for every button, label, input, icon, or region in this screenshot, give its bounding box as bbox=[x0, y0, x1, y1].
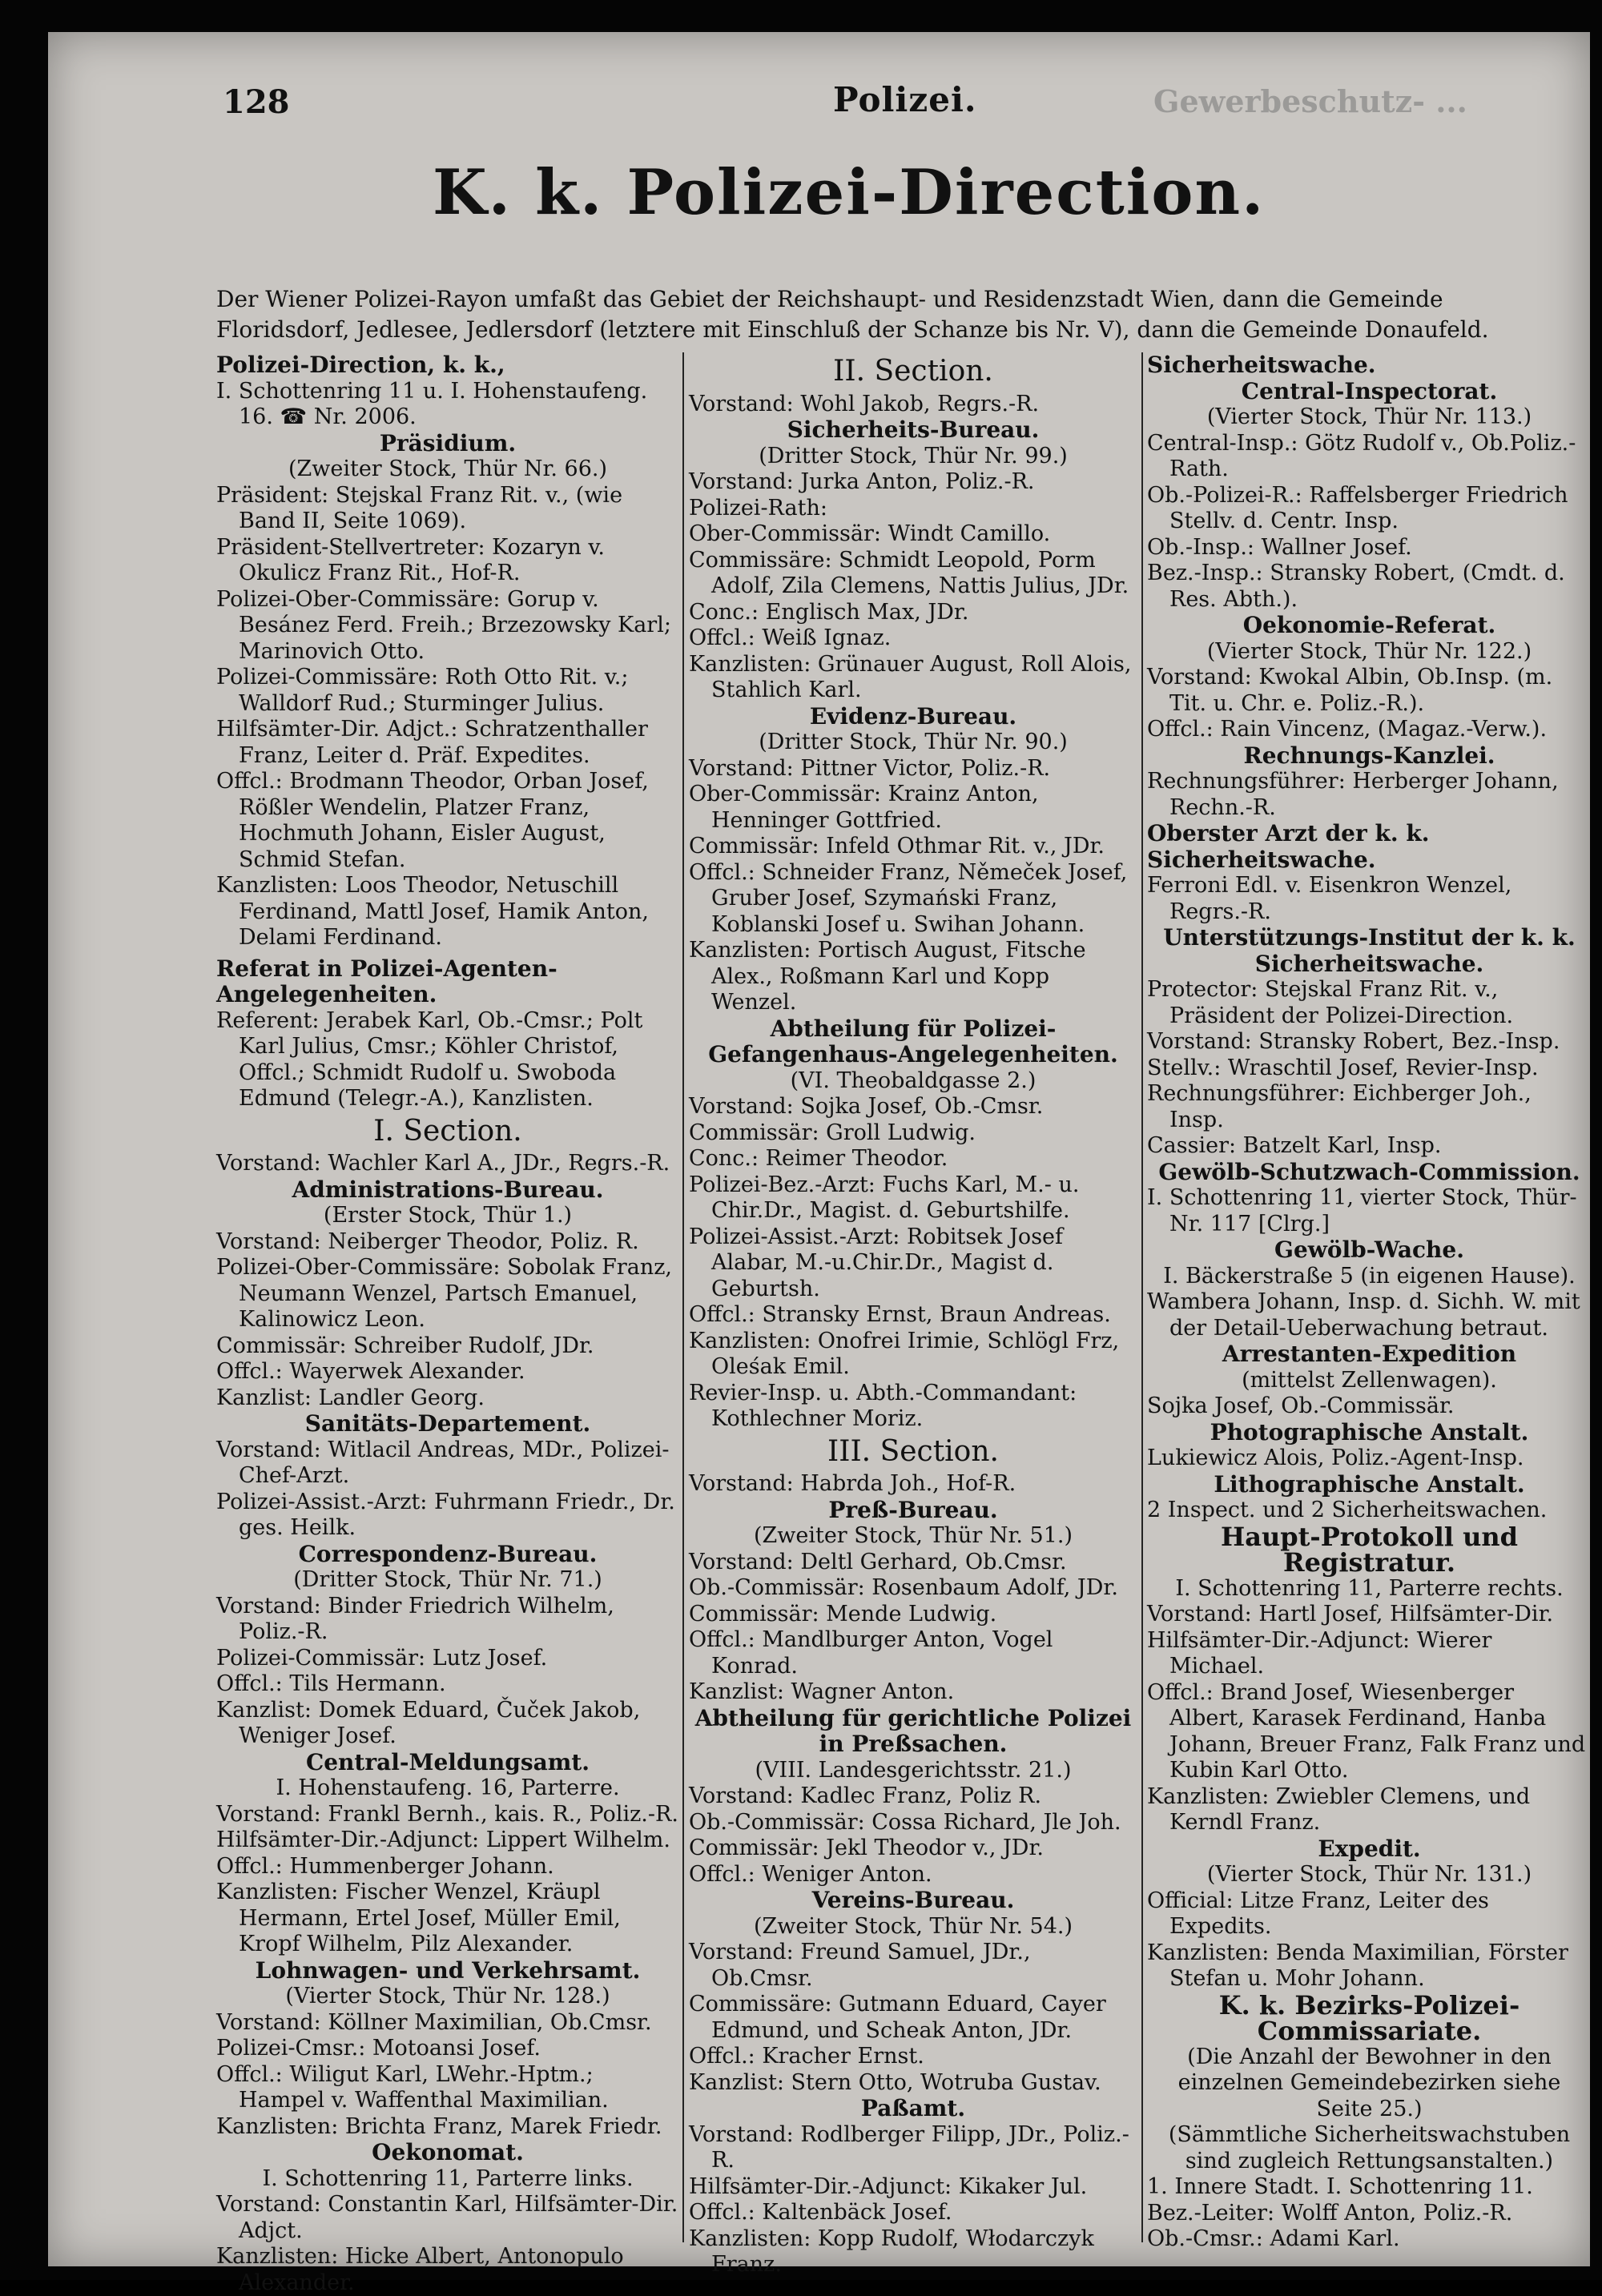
entry: Polizei-Rath: bbox=[689, 495, 827, 521]
address-line: (Zweiter Stock, Thür Nr. 54.) bbox=[753, 1913, 1073, 1939]
entry: Cassier: Batzelt Karl, Insp. bbox=[1147, 1133, 1442, 1158]
entry: Lukiewicz Alois, Poliz.-Agent-Insp. bbox=[1147, 1446, 1524, 1470]
section-heading: Polizei-Direction, k. k., bbox=[216, 352, 505, 378]
entry: Polizei-Cmsr.: Motoansi Josef. bbox=[216, 2036, 541, 2061]
column-1 bbox=[216, 352, 679, 2296]
entry: Kanzlist: Domek Eduard, Čuček Jakob, Weniger Josef. bbox=[216, 1697, 641, 1748]
entry: Vorstand: Köllner Maximilian, Ob.Cmsr. bbox=[216, 2009, 652, 2035]
entry: Ferroni Edl. v. Eisenkron Wenzel, Regrs.-R. bbox=[1147, 873, 1512, 924]
entry: Ober-Commissär: Krainz Anton, Henninger Gottfried. bbox=[689, 782, 1039, 833]
entry: Polizei-Commissär: Lutz Josef. bbox=[216, 1645, 548, 1671]
entry: 2 Inspect. und 2 Sicherheitswachen. bbox=[1147, 1498, 1548, 1522]
entry: Offcl.: Kaltenbäck Josef. bbox=[689, 2200, 952, 2225]
entry: Vorstand: Freund Samuel, JDr., Ob.Cmsr. bbox=[689, 1940, 1031, 1991]
entry: Kanzlist: Stern Otto, Wotruba Gustav. bbox=[689, 2069, 1101, 2095]
entry: Kanzlisten: Hicke Albert, Antonopulo Alexander. bbox=[216, 2244, 624, 2295]
section-heading: Administrations-Bureau. bbox=[292, 1176, 604, 1203]
entry: Kanzlisten: Zwiebler Clemens, und Kerndl Franz. bbox=[1147, 1783, 1531, 1835]
page-number: 128 bbox=[223, 83, 290, 121]
entry: Stellv.: Wraschtil Josef, Revier-Insp. bbox=[1147, 1055, 1539, 1080]
entry: Präsident-Stellvertreter: Kozaryn v. Okulicz Franz Rit., Hof-R. bbox=[216, 534, 605, 585]
entry: I. Schottenring 11, vierter Stock, Thür-Nr. 117 [Clrg.] bbox=[1147, 1185, 1577, 1236]
entry: Kanzlisten: Benda Maximilian, Förster Stefan u. Mohr Johann. bbox=[1147, 1940, 1568, 1991]
section-heading: Central-Inspectorat. bbox=[1241, 377, 1498, 404]
address-line: (Dritter Stock, Thür Nr. 99.) bbox=[759, 443, 1068, 468]
section-heading: Präsidium. bbox=[379, 429, 517, 456]
entry: Ob.-Cmsr.: Adami Karl. bbox=[1147, 2226, 1400, 2251]
entry: Kanzlisten: Brichta Franz, Marek Friedr. bbox=[216, 2113, 662, 2139]
entry: Ob.-Commissär: Rosenbaum Adolf, JDr. bbox=[689, 1575, 1118, 1600]
entry: Conc.: Englisch Max, JDr. bbox=[689, 599, 969, 625]
entry: Vorstand: Hartl Josef, Hilfsämter-Dir. bbox=[1147, 1602, 1554, 1627]
section-title: I. Section. bbox=[373, 1114, 522, 1148]
entry: Vorstand: Kadlec Franz, Poliz R. bbox=[689, 1783, 1042, 1808]
address-line: I. Hohenstaufeng. 16, Parterre. bbox=[276, 1775, 620, 1800]
entry: Polizei-Ober-Commissäre: Sobolak Franz, Neumann Wenzel, Partsch Emanuel, Kalinowicz Leon. bbox=[216, 1255, 673, 1332]
entry: Vorstand: Binder Friedrich Wilhelm, Poliz.-R. bbox=[216, 1593, 614, 1644]
section-heading: Arrestanten-Expedition bbox=[1222, 1341, 1517, 1367]
entry: Vorstand: Sojka Josef, Ob.-Cmsr. bbox=[689, 1094, 1044, 1119]
entry: Commissär: Mende Ludwig. bbox=[689, 1601, 997, 1627]
address-line: I. Bäckerstraße 5 (in eigenen Hause). bbox=[1163, 1263, 1576, 1289]
section-heading: Referat in Polizei-Agenten-Angelegenheiten. bbox=[216, 955, 557, 1007]
entry: Offcl.: Brand Josef, Wiesenberger Albert, Karasek Ferdinand, Hanba Johann, Breuer Franz, Falk Franz und Kubin Karl Otto. bbox=[1147, 1679, 1586, 1783]
address-line: (Vierter Stock, Thür Nr. 128.) bbox=[285, 1984, 610, 2008]
bleed-through-text: Gewerbeschutz- ... bbox=[1153, 83, 1467, 119]
address-line: I. Schottenring 11, Parterre links. bbox=[262, 2165, 634, 2191]
entry: Revier-Insp. u. Abth.-Commandant: Kothlechner Moriz. bbox=[689, 1380, 1077, 1431]
address-line: (Zweiter Stock, Thür Nr. 66.) bbox=[288, 456, 608, 481]
entry: Hilfsämter-Dir.-Adjunct: Lippert Wilhelm. bbox=[216, 1828, 670, 1852]
entry: Vorstand: Habrda Joh., Hof-R. bbox=[689, 1471, 1016, 1496]
section-heading: Correspondenz-Bureau. bbox=[298, 1540, 598, 1567]
entry: Offcl.: Kracher Ernst. bbox=[689, 2044, 924, 2069]
section-heading: Rechnungs-Kanzlei. bbox=[1243, 742, 1495, 769]
entry: Vorstand: Witlacil Andreas, MDr., Polizei-Chef-Arzt. bbox=[216, 1437, 670, 1488]
section-heading: Sicherheitswache. bbox=[1147, 352, 1376, 378]
entry: Kanzlist: Landler Georg. bbox=[216, 1385, 485, 1410]
entry: Offcl.: Weiß Ignaz. bbox=[689, 625, 892, 650]
entry: Kanzlisten: Grünauer August, Roll Alois, Stahlich Karl. bbox=[689, 651, 1132, 702]
entry: Ob.-Polizei-R.: Raffelsberger Friedrich Stellv. d. Centr. Insp. bbox=[1147, 482, 1568, 533]
address-line: (Dritter Stock, Thür Nr. 71.) bbox=[293, 1567, 602, 1592]
page-title: K. k. Polizei-Direction. bbox=[433, 156, 1266, 229]
entry: Ob.-Insp.: Wallner Josef. bbox=[1147, 534, 1412, 560]
entry: Official: Litze Franz, Leiter des Expedits. bbox=[1147, 1888, 1489, 1939]
entry: Polizei-Commissäre: Roth Otto Rit. v.; Walldorf Rud.; Sturminger Julius. bbox=[216, 665, 629, 716]
section-heading: Expedit. bbox=[1318, 1835, 1421, 1862]
section-heading: Haupt-Protokoll und Registratur. bbox=[1221, 1521, 1518, 1578]
entry: Rechnungsführer: Eichberger Joh., Insp. bbox=[1147, 1081, 1532, 1132]
section-heading: Gewölb-Schutzwach-Commission. bbox=[1158, 1158, 1580, 1185]
entry: Rechnungsführer: Herberger Johann, Rechn.-R. bbox=[1147, 769, 1559, 820]
entry: Vorstand: Rodlberger Filipp, JDr., Poliz.-R. bbox=[689, 2121, 1129, 2173]
entry: Offcl.: Weniger Anton. bbox=[689, 1861, 932, 1887]
entry: Präsident: Stejskal Franz Rit. v., (wie Band II, Seite 1069). bbox=[216, 482, 623, 533]
entry: Ober-Commissär: Windt Camillo. bbox=[689, 521, 1051, 546]
entry: Kanzlist: Wagner Anton. bbox=[689, 1679, 955, 1704]
entry: Kanzlisten: Loos Theodor, Netuschill Ferdinand, Mattl Josef, Hamik Anton, Delami Ferdinand. bbox=[216, 873, 649, 950]
section-title: II. Section. bbox=[833, 355, 993, 388]
section-heading: Lithographische Anstalt. bbox=[1214, 1470, 1525, 1498]
entry: Bez.-Insp.: Stransky Robert, (Cmdt. d. Res. Abth.). bbox=[1147, 561, 1565, 612]
entry: Kanzlisten: Onofrei Irimie, Schlögl Frz, Oleśak Emil. bbox=[689, 1328, 1120, 1379]
entry: Ob.-Commissär: Cossa Richard, Jle Joh. bbox=[689, 1809, 1121, 1835]
section-heading: Evidenz-Bureau. bbox=[809, 702, 1017, 730]
section-heading: Paßamt. bbox=[860, 2095, 966, 2121]
entry: Kanzlisten: Kopp Rudolf, Włodarczyk Franz. bbox=[689, 2226, 1094, 2277]
address-line: (VIII. Landesgerichtsstr. 21.) bbox=[755, 1757, 1072, 1783]
section-heading: Oekonomat. bbox=[372, 2139, 524, 2165]
section-heading: Abtheilung für Polizei-Gefangenhaus-Angelegenheiten. bbox=[708, 1015, 1118, 1068]
entry: Offcl.: Mandlburger Anton, Vogel Konrad. bbox=[689, 1627, 1053, 1679]
entry: Vorstand: Constantin Karl, Hilfsämter-Dir. Adjct. bbox=[216, 2192, 678, 2243]
section-heading: K. k. Bezirks-Polizei-Commissariate. bbox=[1218, 1989, 1520, 2046]
entry: Offcl.: Tils Hermann. bbox=[216, 1671, 446, 1696]
entry: Vorstand: Pittner Victor, Poliz.-R. bbox=[689, 755, 1051, 781]
section-heading: Oekonomie-Referat. bbox=[1242, 612, 1496, 638]
column-divider-1 bbox=[682, 352, 684, 2242]
address-line: (Die Anzahl der Bewohner in den einzelnen Gemeindebezirken siehe Seite 25.) bbox=[1177, 2044, 1561, 2121]
entry: Vorstand: Kwokal Albin, Ob.Insp. (m. Tit. u. Chr. e. Poliz.-R.). bbox=[1147, 665, 1553, 716]
entry: Wambera Johann, Insp. d. Sichh. W. mit der Detail-Ueberwachung betraut. bbox=[1147, 1289, 1580, 1341]
entry: Offcl.: Rain Vincenz, (Magaz.-Verw.). bbox=[1147, 717, 1548, 742]
entry: Vorstand: Deltl Gerhard, Ob.Cmsr. bbox=[689, 1549, 1067, 1574]
entry: Vorstand: Wohl Jakob, Regrs.-R. bbox=[689, 391, 1040, 416]
entry: Polizei-Bez.-Arzt: Fuchs Karl, M.- u. Chir.Dr., Magist. d. Geburtshilfe. bbox=[689, 1172, 1080, 1223]
entry: 1. Innere Stadt. I. Schottenring 11. bbox=[1147, 2174, 1533, 2199]
entry: Referent: Jerabek Karl, Ob.-Cmsr.; Polt Karl Julius, Cmsr.; Köhler Christof, Offcl.; Schmidt Rudolf u. Swoboda Edmund (Telegr.-A.), Kanzlisten. bbox=[216, 1007, 643, 1111]
page-content bbox=[168, 80, 1594, 2295]
running-header: Polizei. bbox=[833, 80, 977, 119]
address-line: (mittelst Zellenwagen). bbox=[1242, 1367, 1497, 1393]
entry: Vorstand: Jurka Anton, Poliz.-R. bbox=[689, 469, 1035, 494]
entry: I. Schottenring 11 u. I. Hohenstaufeng. 16. ☎ Nr. 2006. bbox=[216, 378, 648, 429]
entry: Offcl.: Wayerwek Alexander. bbox=[216, 1359, 525, 1384]
entry: Hilfsämter-Dir.-Adjunct: Kikaker Jul. bbox=[689, 2173, 1088, 2199]
document-page bbox=[48, 32, 1590, 2295]
address-line: (Vierter Stock, Thür Nr. 131.) bbox=[1206, 1862, 1532, 1887]
entry: Polizei-Assist.-Arzt: Fuhrmann Friedr., Dr. ges. Heilk. bbox=[216, 1489, 675, 1540]
entry: Central-Insp.: Götz Rudolf v., Ob.Poliz.-Rath. bbox=[1147, 430, 1576, 481]
entry: Offcl.: Brodmann Theodor, Orban Josef, Rößler Wendelin, Platzer Franz, Hochmuth Johann, Eisler August, Schmid Stefan. bbox=[216, 769, 649, 872]
entry: Vorstand: Frankl Bernh., kais. R., Poliz.-R. bbox=[216, 1801, 678, 1827]
address-line: I. Schottenring 11, Parterre rechts. bbox=[1175, 1575, 1564, 1601]
entry: Commissär: Infeld Othmar Rit. v., JDr. bbox=[689, 834, 1105, 858]
entry: Offcl.: Schneider Franz, Němeček Josef, Gruber Josef, Szymański Franz, Koblanski Josef u. Swihan Johann. bbox=[689, 859, 1128, 937]
entry: Vorstand: Wachler Karl A., JDr., Regrs.-R. bbox=[216, 1151, 670, 1176]
entry: Commissär: Schreiber Rudolf, JDr. bbox=[216, 1333, 594, 1358]
address-line: (Vierter Stock, Thür Nr. 122.) bbox=[1206, 638, 1532, 664]
intro-paragraph: Der Wiener Polizei-Rayon umfaßt das Gebiet der Reichshaupt- und Residenzstadt Wien, dann die Gemeinde Floridsdorf, Jedlesee, Jedlersdorf (letztere mit Einschluß der Schanze bis Nr. V), dann die Gemeinde Donaufeld. bbox=[216, 286, 1489, 343]
entry: Offcl.: Wiligut Karl, LWehr.-Hptm.; Hampel v. Waffenthal Maximilian. bbox=[216, 2061, 609, 2113]
section-heading: Abtheilung für gerichtliche Polizei in Preßsachen. bbox=[694, 1704, 1132, 1757]
entry: Kanzlisten: Portisch August, Fitsche Alex., Roßmann Karl und Kopp Wenzel. bbox=[689, 938, 1086, 1015]
section-heading: Sanitäts-Departement. bbox=[304, 1410, 591, 1437]
entry: Hilfsämter-Dir.-Adjunct: Wierer Michael. bbox=[1147, 1627, 1492, 1679]
column-3 bbox=[1147, 352, 1592, 2253]
section-heading: Unterstützungs-Institut der k. k. Sicherheitswache. bbox=[1163, 924, 1576, 977]
entry: Bez.-Leiter: Wolff Anton, Poliz.-R. bbox=[1147, 2200, 1513, 2226]
entry: Commissär: Jekl Theodor v., JDr. bbox=[689, 1836, 1044, 1860]
section-heading: Central-Meldungsamt. bbox=[305, 1748, 590, 1775]
entry: Offcl.: Hummenberger Johann. bbox=[216, 1853, 554, 1879]
entry: Kanzlisten: Fischer Wenzel, Kräupl Hermann, Ertel Josef, Müller Emil, Kropf Wilhelm, Pilz Alexander. bbox=[216, 1880, 621, 1956]
section-title: III. Section. bbox=[827, 1434, 999, 1468]
address-line: (VI. Theobaldgasse 2.) bbox=[790, 1068, 1036, 1093]
column-2 bbox=[689, 352, 1137, 2278]
entry: Commissäre: Gutmann Eduard, Cayer Edmund, und Scheak Anton, JDr. bbox=[689, 1992, 1106, 2043]
entry: Offcl.: Stransky Ernst, Braun Andreas. bbox=[689, 1302, 1111, 1327]
section-heading: Sicherheits-Bureau. bbox=[787, 416, 1040, 443]
section-heading: Oberster Arzt der k. k. Sicherheitswache. bbox=[1147, 820, 1430, 873]
section-heading: Photographische Anstalt. bbox=[1210, 1418, 1529, 1446]
section-heading: Preß-Bureau. bbox=[828, 1496, 998, 1523]
section-heading: Lohnwagen- und Verkehrsamt. bbox=[255, 1956, 641, 1984]
entry: Polizei-Assist.-Arzt: Robitsek Josef Alabar, M.-u.Chir.Dr., Magist d. Geburtsh. bbox=[689, 1224, 1064, 1301]
entry: Commissär: Groll Ludwig. bbox=[689, 1120, 976, 1145]
section-heading: Vereins-Bureau. bbox=[811, 1887, 1015, 1913]
address-line: (Sämmtliche Sicherheitswachstuben sind zugleich Rettungsanstalten.) bbox=[1168, 2122, 1571, 2173]
entry: Protector: Stejskal Franz Rit. v., Präsident der Polizei-Direction. bbox=[1147, 977, 1514, 1028]
entry: Vorstand: Stransky Robert, Bez.-Insp. bbox=[1147, 1029, 1560, 1054]
address-line: (Dritter Stock, Thür Nr. 90.) bbox=[759, 730, 1068, 754]
entry: Vorstand: Neiberger Theodor, Poliz. R. bbox=[216, 1228, 639, 1254]
address-line: (Vierter Stock, Thür Nr. 113.) bbox=[1206, 404, 1532, 429]
address-line: (Erster Stock, Thür 1.) bbox=[323, 1203, 573, 1228]
entry: Hilfsämter-Dir. Adjct.: Schratzenthaller Franz, Leiter d. Präf. Expedites. bbox=[216, 717, 648, 768]
address-line: (Zweiter Stock, Thür Nr. 51.) bbox=[753, 1523, 1073, 1548]
entry: Sojka Josef, Ob.-Commissär. bbox=[1147, 1393, 1455, 1418]
entry: Conc.: Reimer Theodor. bbox=[689, 1146, 948, 1171]
section-heading: Gewölb-Wache. bbox=[1274, 1236, 1464, 1263]
entry: Commissäre: Schmidt Leopold, Porm Adolf, Zila Clemens, Nattis Julius, JDr. bbox=[689, 547, 1129, 598]
entry: Polizei-Ober-Commissäre: Gorup v. Besánez Ferd. Freih.; Brzezowsky Karl; Marinovich Otto. bbox=[216, 586, 671, 664]
column-divider-2 bbox=[1141, 352, 1143, 2242]
